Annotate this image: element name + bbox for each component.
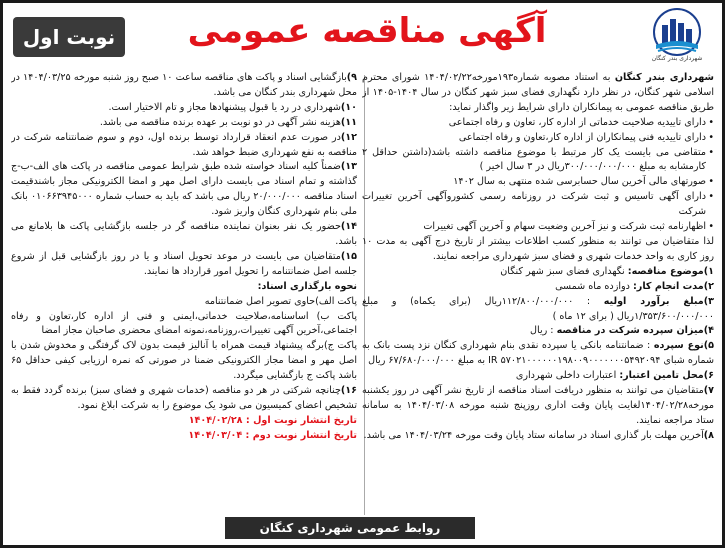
item-deposit-type: ۵)نوع سپرده : ضمانتنامه بانکی یا سپرده نقدی بنام شهرداری کنگان نزد پست بانک به شماره شبای IR ۵۷۰۲۱۰۰۰۰۰۰۱۹۸۰۰۹۰۰۰۰۰۰۰۵۴۹۲۰۹۴ به مبلغ ۶۷/۶۸۰/۰۰۰/۰۰۰ ریال <box>362 340 714 367</box>
municipality-logo <box>642 7 712 69</box>
logo-caption: شهرداری بندر کنگان <box>651 55 703 62</box>
condition-item: • صورتهای مالی آخرین سال حسابرسی شده منتهی به سال ۱۴۰۲ <box>362 175 714 190</box>
publish-first: تاریخ انتشار نوبت اول : ۱۴۰۴/۰۲/۲۸ <box>188 414 357 426</box>
upload-line: پاکت الف)حاوی تصویر اصل ضمانتنامه <box>204 295 357 307</box>
item-deposit-amount: ۴)میزان سپرده شرکت در مناقصه : ریال <box>530 325 714 337</box>
item-ad-cost: ۱۱)هزینه نشر آگهی در دو نوبت بر عهده برنده مناقصه می باشد. <box>99 116 357 128</box>
condition-item: • دارای آگهی تاسیس و ثبت شرکت در روزنامه رسمی کشوروآگهی آخرین تغییرات شرکت <box>362 190 714 220</box>
right-column <box>362 71 714 519</box>
condition-item: • دارای تاییدیه فنی پیمانکاران از اداره کار،تعاون و رفاه اجتماعی <box>362 131 714 146</box>
contact-note: لذا متقاضیان می توانند به منظور کسب اطلاعات بیشتر از تاریخ درج آگهی به مدت ۱۰ روز کاری به واحد خدمات شهری و فضای سبز شهرداری مراجعه نمایند. <box>362 235 714 262</box>
item-subject: ۱)موضوع مناقصه: نگهداری فضای سبز شهر کنگان <box>500 265 714 277</box>
city-skyline-logo-icon <box>648 7 706 57</box>
item-funding: ۶)محل تامین اعتبار: اعتبارات داخلی شهرداری <box>515 370 714 382</box>
condition-item: • متقاضی می بایست یک کار مرتبط با موضوع مناقصه داشته باشد(داشتن حداقل ۲ کارمشابه به مبلغ ۳۰۰/۰۰۰/۰۰۰/۰۰۰ریال در ۳ سال اخیر ) <box>362 146 714 176</box>
item-acceptance: ۱۰)شهرداری در رد یا قبول پیشنهادها مجاز و تام الاختیار است. <box>108 101 357 113</box>
item-opening: ۹)بازگشایی اسناد و پاکت های مناقصه ساعت ۱۰ صبح روز شنبه مورخه ۱۴۰۴/۰۳/۲۵ در محل شهرداری بندر کنگان می باشد. <box>11 72 357 98</box>
notice-title: آگهی مناقصه عمومی <box>187 11 547 51</box>
item-envelopes: ۱۳)ضمناً کلیه اسناد خواسته شده طبق شرایط عمومی مناقصه در پاکت های الف-ب-ج گذاشته و تمام اسناد می بایست دارای اصل مهر و امضا الکترونیکی مجاز باشندقیمت اسناد مناقصه ۲۰/۰۰۰/۰۰۰ ریال می باشد که باید به حساب شماره ۰۱۰۶۶۳۹۴۵۰۰۰ بانک ملی بنام شهرداری کنگان واریز شود. <box>11 161 357 218</box>
item-forfeit: ۱۲)در صورت عدم انعقاد قرارداد توسط برنده اول، دوم و سوم ضمانتنامه شرکت در مناقصه به نفع شهرداری ضبط خواهد شد. <box>11 131 357 158</box>
upload-title: نحوه بارگذاری اسناد: <box>257 280 357 292</box>
item-dual-winner: ۱۶)چنانچه شرکتی در هر دو مناقصه (خدمات شهری و فضای سبز) برنده گردد فقط به تشخیص اعضای کمیسیون می شود یک موضوع را به شرکت ابلاغ نمود. <box>11 385 357 411</box>
intro-paragraph <box>362 71 714 116</box>
item-guarantee-delivery: ۱۵)متقاضیان می بایست در موعد تحویل اسناد و یا در روز بازگشایی قبل از شروع جلسه اصل ضمانتنامه را تحویل امور قرارداد ها نمایند. <box>11 250 357 277</box>
header <box>7 7 718 69</box>
public-relations-footer: روابط عمومی شهرداری کنگان <box>225 517 475 539</box>
item-documents-period: ۷)متقاضیان می توانند به منظور دریافت اسناد مناقصه از تاریخ نشر آگهی در روز یکشنبه مورخه۱۴۰۴/۰۲/۲۸لغایت پایان وقت اداری روزپنج شنبه مورخه ۱۴۰۴/۰۳/۰۸ به سامانه ستاد مراجعه نمایند. <box>362 385 714 426</box>
intro-org: شهرداری بندر کنگان <box>614 72 714 83</box>
left-column <box>11 71 357 499</box>
upload-line: پاکت ج)برگه پیشنهاد قیمت همراه با آنالیز قیمت بدون لاک گرفتگی و مخدوش شدن با اصل مهر و امضا مجاز الکترونیکی ضمنا در صورتی که نمره ارزیابی کیفی حداقل ۶۵ باشد پاکت ج بازگشایی میگردد. <box>11 340 357 382</box>
item-duration: ۲)مدت انجام کار: دوازده ماه شمسی <box>555 280 714 292</box>
item-estimate: ۳)مبلغ برآورد اولیه : ۱۱۲/۸۰۰/۰۰۰/۰۰۰ریال (برای یکماه) و مبلغ ۱/۳۵۳/۶۰۰/۰۰۰/۰۰۰ریال ( برای ۱۲ ماه ) <box>362 295 714 322</box>
condition-item: • دارای تاییدیه صلاحیت خدماتی از اداره کار، تعاون و رفاه اجتماعی <box>362 116 714 131</box>
round-badge: نوبت اول <box>13 17 125 57</box>
item-upload-deadline: ۸)آخرین مهلت بار گذاری اسناد در سامانه ستاد پایان وقت مورخه ۱۴۰۴/۰۳/۲۴ می باشد. <box>363 429 714 441</box>
publish-second: تاریخ انتشار نوبت دوم : ۱۴۰۴/۰۳/۰۴ <box>188 429 357 441</box>
condition-item: • اظهارنامه ثبت شرکت و نیز آخرین وضعیت سهام و آخرین آگهی تغییرات <box>362 220 714 235</box>
upload-line: پاکت ب) اساسنامه،صلاحیت خدماتی،ایمنی و فنی از اداره کار،تعاون و رفاه اجتماعی،آخرین آگهی تغییرات،روزنامه،نمونه امضای محضری صاحبان مجاز امضا <box>11 310 357 337</box>
intro-text: به استناد مصوبه شماره۱۹۳مورخه۱۴۰۴/۰۲/۲۲ شورای محترم اسلامی شهر کنگان، در نظر دارد نگهداری فضای سبز شهر کنگان در سال ۱۴۰۴-۱۴۰۵ از طریق مناقصه عمومی به پیمانکاران دارای شرایط زیر واگذار نماید: <box>362 72 714 113</box>
item-representative: ۱۴)حضور یک نفر بعنوان نماینده مناقصه گر در جلسه بازگشایی پاکت ها بلامانع می باشد. <box>11 221 357 247</box>
